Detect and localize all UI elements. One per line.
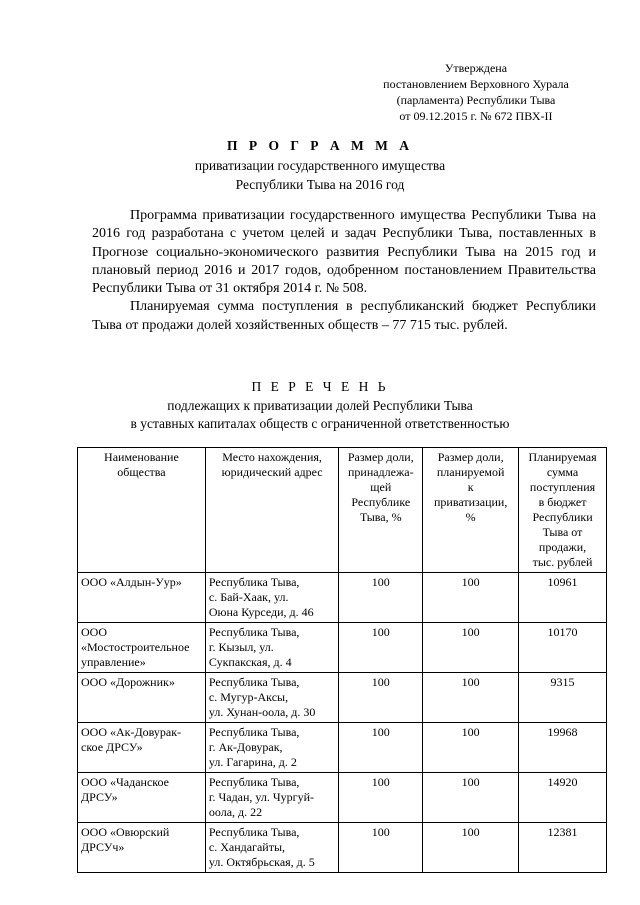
list-subtitle-line: в уставных капиталах обществ с ограниченной ответственностью xyxy=(130,416,510,431)
list-title: П Е Р Е Ч Е Н Ь xyxy=(251,379,389,394)
cell-company-name: ООО «Дорожник» xyxy=(78,673,206,723)
approval-line: (парламента) Республики Тыва xyxy=(396,93,556,107)
table-row xyxy=(78,573,607,623)
cell-share-owned: 100 xyxy=(339,673,423,723)
cell-share-planned: 100 xyxy=(423,723,519,773)
cell-amount: 10170 xyxy=(519,623,607,673)
program-title: П Р О Г Р А М М А xyxy=(226,138,414,153)
cell-company-name: ООО «Мостостроительное управление» xyxy=(78,623,206,673)
header-share-planned: Размер доли, планируемой к приватизации, % xyxy=(423,448,519,573)
approval-line: от 09.12.2015 г. № 672 ПВХ-II xyxy=(399,109,553,123)
approval-line: Утверждена xyxy=(444,61,508,75)
cell-address: Республика Тыва, с. Бай-Хаак, ул. Оюна Курседи, д. 46 xyxy=(205,573,338,623)
cell-share-owned: 100 xyxy=(339,773,423,823)
cell-address: Республика Тыва, с. Мугур-Аксы, ул. Хунан-оола, д. 30 xyxy=(205,673,338,723)
cell-address: Республика Тыва, г. Ак-Довурак, ул. Гагарина, д. 2 xyxy=(205,723,338,773)
program-subtitle xyxy=(0,156,640,194)
cell-share-owned: 100 xyxy=(339,573,423,623)
cell-address: Республика Тыва, г. Чадан, ул. Чургуй- оола, д. 22 xyxy=(205,773,338,823)
cell-address: Республика Тыва, с. Хандагайты, ул. Октябрьская, д. 5 xyxy=(205,823,338,873)
table-row xyxy=(78,773,607,823)
cell-company-name: ООО «Овюрский ДРСУч» xyxy=(78,823,206,873)
list-subtitle-line: подлежащих к приватизации долей Республики Тыва xyxy=(167,398,473,413)
program-subtitle-line: приватизации государственного имущества xyxy=(194,158,446,173)
table-row xyxy=(78,723,607,773)
cell-share-planned: 100 xyxy=(423,823,519,873)
header-planned-amount: Планируемая сумма поступления в бюджет Республики Тыва от продажи, тыс. рублей xyxy=(519,448,607,573)
header-company-name: Наименование общества xyxy=(78,448,206,573)
body-paragraph: Программа приватизации государственного имущества Республики Тыва на 2016 год разработана с учетом целей и задач Республики Тыва, поставленных в Прогнозе социально-экономического развития Республики Тыва на 2015 год и плановый период 2016 и 2017 годов, одобренном постановлением Правительства Республики Тыва от 31 октября 2014 г. № 508. xyxy=(92,208,596,297)
cell-share-planned: 100 xyxy=(423,573,519,623)
table-row xyxy=(78,673,607,723)
cell-share-planned: 100 xyxy=(423,623,519,673)
cell-share-owned: 100 xyxy=(339,723,423,773)
header-share-owned: Размер доли, принадлежа- щей Республике Тыва, % xyxy=(339,448,423,573)
privatization-table xyxy=(77,447,607,873)
body-paragraph: Планируемая сумма поступления в республиканский бюджет Республики Тыва от продажи долей хозяйственных обществ – 77 715 тыс. рублей. xyxy=(92,299,596,333)
cell-amount: 19968 xyxy=(519,723,607,773)
cell-company-name: ООО «Чаданское ДРСУ» xyxy=(78,773,206,823)
cell-share-owned: 100 xyxy=(339,823,423,873)
cell-amount: 10961 xyxy=(519,573,607,623)
program-body xyxy=(92,207,596,335)
cell-amount: 9315 xyxy=(519,673,607,723)
table-row xyxy=(78,823,607,873)
header-address: Место нахождения, юридический адрес xyxy=(205,448,338,573)
cell-address: Республика Тыва, г. Кызыл, ул. Сукпакская, д. 4 xyxy=(205,623,338,673)
cell-share-planned: 100 xyxy=(423,773,519,823)
list-subtitle xyxy=(0,397,640,433)
cell-amount: 12381 xyxy=(519,823,607,873)
program-subtitle-line: Республики Тыва на 2016 год xyxy=(235,177,405,192)
approval-line: постановлением Верховного Хурала xyxy=(383,77,569,91)
cell-company-name: ООО «Алдын-Уур» xyxy=(78,573,206,623)
table-row xyxy=(78,623,607,673)
approval-block xyxy=(370,60,582,124)
cell-company-name: ООО «Ак-Довурак- ское ДРСУ» xyxy=(78,723,206,773)
cell-amount: 14920 xyxy=(519,773,607,823)
table-header-row xyxy=(78,448,607,573)
cell-share-planned: 100 xyxy=(423,673,519,723)
cell-share-owned: 100 xyxy=(339,623,423,673)
